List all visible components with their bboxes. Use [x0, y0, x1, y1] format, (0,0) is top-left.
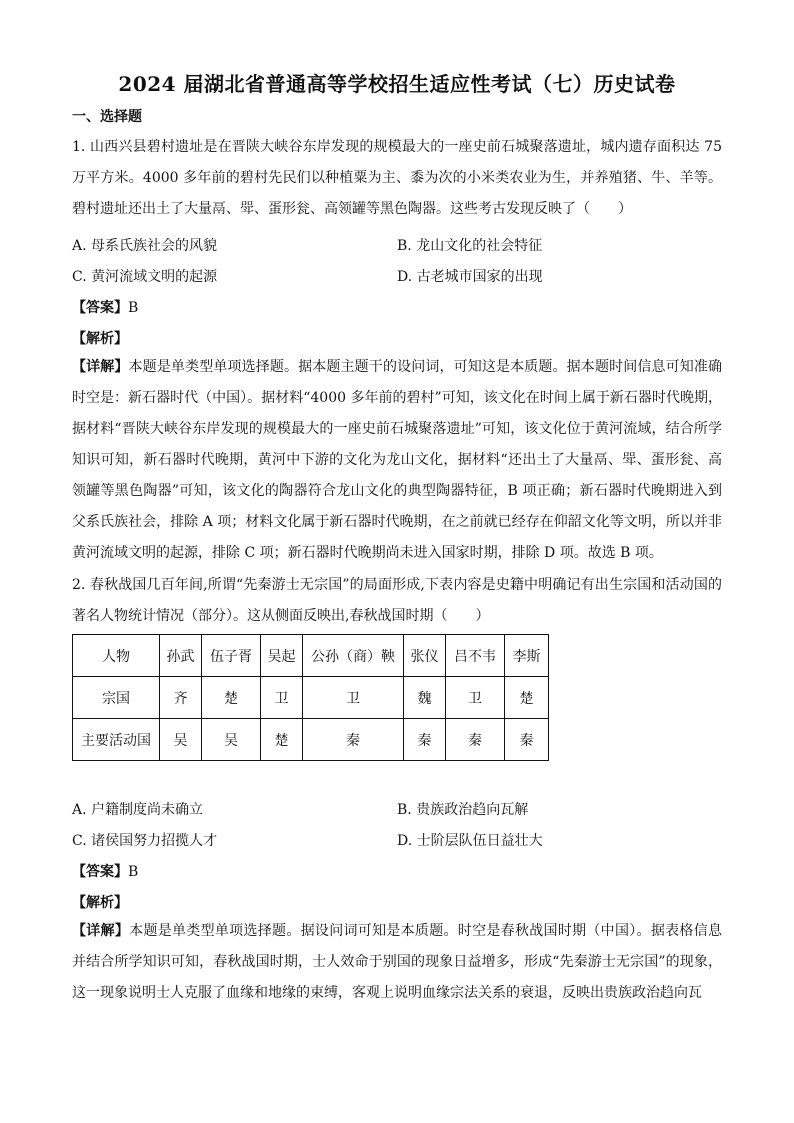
- q2-option-a: A. 户籍制度尚未确立: [72, 802, 204, 818]
- q2-answer-label: 【答案】: [72, 864, 128, 880]
- q2-option-b: B. 贵族政治趋向瓦解: [397, 802, 529, 818]
- table-cell: 楚: [505, 677, 549, 719]
- q1-analysis-label: 【解析】: [72, 331, 128, 347]
- q2-stem: 2. 春秋战国几百年间,所谓“先秦游士无宗国”的局面形成,下表内容是史籍中明确记有出生宗国和活动国的著名人物统计情况（部分）。这从侧面反映出,春秋战国时期（ ）: [72, 577, 722, 624]
- table-cell: 吴: [202, 719, 261, 761]
- q1-answer-value: B: [128, 300, 139, 316]
- q1-option-a: A. 母系氏族社会的风貌: [72, 238, 218, 254]
- table-cell: 齐: [160, 677, 202, 719]
- table-cell: 伍子胥: [202, 635, 261, 677]
- table-cell: 卫: [303, 677, 404, 719]
- table-cell: 主要活动国: [73, 719, 160, 761]
- q2-detail-text: 本题是单类型单项选择题。据设问词可知是本质题。时空是春秋战国时期（中国）。据表格信息并结合所学知识可知，春秋战国时期，士人效命于别国的现象日益增多，形成“先秦游士无宗国”的现象，这一现象说明士人克服了血缘和地缘的束缚，客观上说明血缘宗法关系的衰退，反映出贵族政治趋向瓦: [72, 923, 722, 1001]
- q1-option-c: C. 黄河流域文明的起源: [72, 269, 218, 285]
- q2-answer: [72, 861, 138, 881]
- exam-title: 2024 届湖北省普通高等学校招生适应性考试（七）历史试卷: [118, 72, 676, 96]
- table-cell: 楚: [261, 719, 303, 761]
- q1-answer: [72, 297, 138, 317]
- table-cell: 卫: [446, 677, 505, 719]
- table-cell: 宗国: [73, 677, 160, 719]
- table-cell: 魏: [404, 677, 446, 719]
- q2-detail-label: 【详解】: [72, 923, 130, 939]
- table-cell: 孙武: [160, 635, 202, 677]
- table-cell: 吕不韦: [446, 635, 505, 677]
- table-cell: 吴起: [261, 635, 303, 677]
- table-cell: 楚: [202, 677, 261, 719]
- table-row: [73, 719, 549, 761]
- table-row: [73, 635, 549, 677]
- table-cell: 秦: [446, 719, 505, 761]
- table-cell: 张仪: [404, 635, 446, 677]
- q2-detail: [72, 916, 722, 1009]
- q2-table: [72, 634, 549, 761]
- q2-option-c: C. 诸侯国努力招揽人才: [72, 833, 218, 849]
- q1-option-b: B. 龙山文化的社会特征: [397, 238, 543, 254]
- table-cell: 人物: [73, 635, 160, 677]
- table-cell: 李斯: [505, 635, 549, 677]
- q2-analysis-label: 【解析】: [72, 895, 128, 911]
- table-cell: 秦: [505, 719, 549, 761]
- table-cell: 秦: [303, 719, 404, 761]
- q1-detail-text: 本题是单类型单项选择题。据本题主题干的设问词，可知这是本质题。据本题时间信息可知准确时空是：新石器时代（中国）。据材料“4000 多年前的碧村”可知，该文化在时间上属于新石器时代晚期，据材料“晋陕大峡谷东岸发现的规模最大的一座史前石城聚落遗址”可知，该文化位于黄河流域，结合所学知识可知，新石器时代晚期，黄河中下游的文化为龙山文化，据材料“还出土了大量鬲、斝、蛋形瓮、高领罐等黑色陶器”可知，该文化的陶器符合龙山文化的典型陶器特征，B 项正确；新石器时代晚期进入到父系氏族社会，排除 A 项；材料文化属于新石器时代晚期，在之前就已经存在仰韶文化等文明，所以并非黄河流域文明的起源，排除 C 项；新石器时代晚期尚未进入国家时期，排除 D 项。故选 B 项。: [72, 359, 723, 561]
- table-cell: 公孙（商）鞅: [303, 635, 404, 677]
- q1-answer-label: 【答案】: [72, 300, 128, 316]
- table-cell: 卫: [261, 677, 303, 719]
- q1-option-d: D. 古老城市国家的出现: [397, 269, 543, 285]
- q2-answer-value: B: [128, 864, 139, 880]
- q1-detail: [72, 352, 722, 569]
- q1-detail-label: 【详解】: [72, 359, 129, 375]
- q2-option-d: D. 士阶层队伍日益壮大: [397, 833, 543, 849]
- table-cell: 秦: [404, 719, 446, 761]
- table-row: [73, 677, 549, 719]
- section-heading: 一、选择题: [72, 109, 142, 125]
- table-cell: 吴: [160, 719, 202, 761]
- q1-stem: 1. 山西兴县碧村遗址是在晋陕大峡谷东岸发现的规模最大的一座史前石城聚落遗址，城内遗存面积达 75 万平方米。4000 多年前的碧村先民们以种植粟为主、黍为次的小米类农业为生，并养殖猪、牛、羊等。碧村遗址还出土了大量鬲、斝、蛋形瓮、高领罐等黑色陶器。这些考古发现反映了（ ）: [72, 139, 722, 217]
